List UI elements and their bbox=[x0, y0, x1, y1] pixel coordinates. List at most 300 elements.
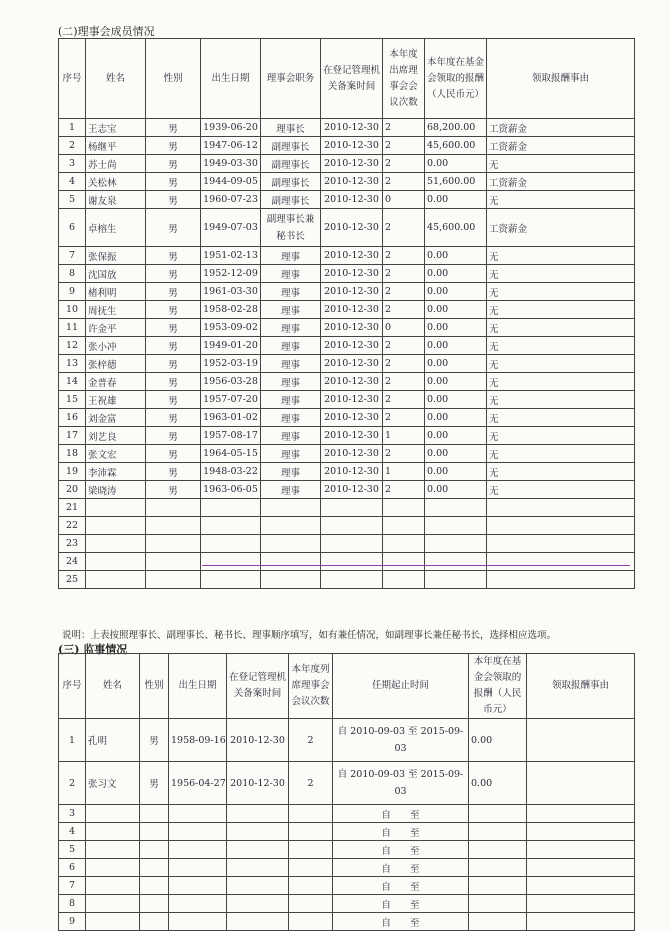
director-cell: 0.00 bbox=[425, 409, 487, 427]
director-cell: 0.00 bbox=[425, 191, 487, 209]
supervisor-cell bbox=[140, 913, 169, 931]
supervisor-cell: 自 2010-09-03 至 2015-09-03 bbox=[333, 762, 469, 805]
table-row bbox=[59, 481, 635, 499]
director-cell: 16 bbox=[59, 409, 86, 427]
director-cell: 男 bbox=[146, 119, 201, 137]
table-row bbox=[59, 805, 635, 823]
director-cell: 23 bbox=[59, 535, 86, 553]
director-cell bbox=[383, 517, 425, 535]
supervisor-cell bbox=[527, 859, 635, 877]
supervisor-cell: 8 bbox=[59, 895, 86, 913]
director-header-cell: 出生日期 bbox=[201, 39, 261, 119]
director-cell: 男 bbox=[146, 191, 201, 209]
director-cell bbox=[261, 499, 321, 517]
supervisor-cell bbox=[86, 823, 140, 841]
director-cell: 工资薪金 bbox=[487, 119, 635, 137]
director-cell: 1952-03-19 bbox=[201, 355, 261, 373]
director-cell: 2010-12-30 bbox=[321, 337, 383, 355]
director-cell: 2010-12-30 bbox=[321, 355, 383, 373]
table-row bbox=[59, 355, 635, 373]
supervisor-cell bbox=[289, 877, 333, 895]
table-row bbox=[59, 119, 635, 137]
director-cell: 无 bbox=[487, 283, 635, 301]
director-cell: 0.00 bbox=[425, 155, 487, 173]
director-cell: 男 bbox=[146, 409, 201, 427]
director-cell: 理事 bbox=[261, 283, 321, 301]
director-cell: 楮利明 bbox=[86, 283, 146, 301]
supervisor-cell bbox=[140, 877, 169, 895]
director-cell: 2010-12-30 bbox=[321, 265, 383, 283]
director-cell: 0.00 bbox=[425, 265, 487, 283]
director-cell: 谢友泉 bbox=[86, 191, 146, 209]
director-cell: 45,600.00 bbox=[425, 209, 487, 247]
supervisor-cell: 男 bbox=[140, 762, 169, 805]
director-cell bbox=[146, 499, 201, 517]
director-cell: 2010-12-30 bbox=[321, 137, 383, 155]
supervisor-cell bbox=[140, 895, 169, 913]
director-cell: 副理事长 bbox=[261, 137, 321, 155]
table-row bbox=[59, 517, 635, 535]
supervisor-cell bbox=[527, 823, 635, 841]
director-cell: 无 bbox=[487, 155, 635, 173]
director-cell: 2010-12-30 bbox=[321, 391, 383, 409]
director-cell: 18 bbox=[59, 445, 86, 463]
director-cell: 工资薪金 bbox=[487, 209, 635, 247]
director-cell bbox=[146, 535, 201, 553]
director-cell: 刘金富 bbox=[86, 409, 146, 427]
supervisor-cell bbox=[289, 823, 333, 841]
director-cell bbox=[425, 517, 487, 535]
director-cell: 关松林 bbox=[86, 173, 146, 191]
director-cell: 2 bbox=[383, 373, 425, 391]
director-cell: 15 bbox=[59, 391, 86, 409]
director-header-cell: 本年度出席理事会会议次数 bbox=[383, 39, 425, 119]
supervisor-cell bbox=[227, 859, 289, 877]
section-title-supervisors: (三) 监事情况 bbox=[58, 643, 128, 656]
director-cell: 理事 bbox=[261, 481, 321, 499]
director-cell: 男 bbox=[146, 355, 201, 373]
director-cell: 理事 bbox=[261, 355, 321, 373]
director-cell: 2 bbox=[383, 391, 425, 409]
supervisor-cell bbox=[227, 877, 289, 895]
director-cell: 21 bbox=[59, 499, 86, 517]
director-cell: 11 bbox=[59, 319, 86, 337]
director-cell: 1964-05-15 bbox=[201, 445, 261, 463]
director-cell: 24 bbox=[59, 553, 86, 571]
director-cell bbox=[261, 517, 321, 535]
supervisor-cell bbox=[140, 823, 169, 841]
director-cell: 1 bbox=[383, 463, 425, 481]
supervisor-cell: 4 bbox=[59, 823, 86, 841]
director-cell: 理事 bbox=[261, 301, 321, 319]
supervisor-header-cell: 序号 bbox=[59, 654, 86, 719]
table-row bbox=[59, 719, 635, 762]
supervisor-cell bbox=[469, 913, 527, 931]
director-cell: 1948-03-22 bbox=[201, 463, 261, 481]
director-cell: 男 bbox=[146, 283, 201, 301]
table-row bbox=[59, 409, 635, 427]
section-title-directors: (二)理事会成员情况 bbox=[58, 25, 155, 38]
director-cell: 2010-12-30 bbox=[321, 283, 383, 301]
supervisor-cell bbox=[86, 841, 140, 859]
director-cell bbox=[86, 535, 146, 553]
director-cell: 13 bbox=[59, 355, 86, 373]
director-cell: 1944-09-05 bbox=[201, 173, 261, 191]
director-cell: 0.00 bbox=[425, 373, 487, 391]
table-row bbox=[59, 373, 635, 391]
supervisor-cell bbox=[289, 913, 333, 931]
table-row bbox=[59, 191, 635, 209]
director-cell: 金普春 bbox=[86, 373, 146, 391]
supervisor-cell bbox=[169, 805, 227, 823]
table-row bbox=[59, 823, 635, 841]
director-cell: 0.00 bbox=[425, 427, 487, 445]
supervisor-cell bbox=[469, 823, 527, 841]
director-cell: 9 bbox=[59, 283, 86, 301]
director-cell: 2 bbox=[383, 173, 425, 191]
supervisor-cell: 6 bbox=[59, 859, 86, 877]
director-cell: 2010-12-30 bbox=[321, 209, 383, 247]
director-cell bbox=[321, 535, 383, 553]
director-cell: 理事 bbox=[261, 409, 321, 427]
supervisor-cell bbox=[469, 805, 527, 823]
director-cell: 男 bbox=[146, 209, 201, 247]
director-cell: 张保振 bbox=[86, 247, 146, 265]
table-row bbox=[59, 319, 635, 337]
director-cell bbox=[487, 517, 635, 535]
director-cell bbox=[425, 571, 487, 589]
director-cell: 2 bbox=[383, 445, 425, 463]
supervisor-cell: 0.00 bbox=[469, 719, 527, 762]
director-cell bbox=[321, 553, 383, 571]
director-cell: 无 bbox=[487, 409, 635, 427]
supervisor-header-cell: 本年度列席理事会会议次数 bbox=[289, 654, 333, 719]
director-cell: 17 bbox=[59, 427, 86, 445]
director-cell: 2010-12-30 bbox=[321, 119, 383, 137]
director-cell: 2010-12-30 bbox=[321, 427, 383, 445]
table-row bbox=[59, 265, 635, 283]
table-row bbox=[59, 247, 635, 265]
director-cell: 张文宏 bbox=[86, 445, 146, 463]
director-cell: 0.00 bbox=[425, 481, 487, 499]
director-cell: 2 bbox=[383, 155, 425, 173]
director-cell: 许金平 bbox=[86, 319, 146, 337]
supervisor-cell bbox=[86, 877, 140, 895]
director-cell: 理事 bbox=[261, 463, 321, 481]
director-cell: 0.00 bbox=[425, 337, 487, 355]
director-cell: 无 bbox=[487, 481, 635, 499]
director-cell: 2010-12-30 bbox=[321, 247, 383, 265]
director-cell: 1949-07-03 bbox=[201, 209, 261, 247]
director-cell bbox=[261, 553, 321, 571]
supervisor-cell bbox=[527, 762, 635, 805]
supervisor-header-row bbox=[59, 654, 635, 719]
supervisor-cell bbox=[169, 823, 227, 841]
director-cell: 周抚生 bbox=[86, 301, 146, 319]
supervisor-cell bbox=[289, 841, 333, 859]
director-cell: 5 bbox=[59, 191, 86, 209]
director-cell: 男 bbox=[146, 427, 201, 445]
supervisor-cell: 2 bbox=[289, 762, 333, 805]
director-cell: 1951-02-13 bbox=[201, 247, 261, 265]
supervisor-cell bbox=[169, 841, 227, 859]
director-cell: 2010-12-30 bbox=[321, 409, 383, 427]
director-cell: 副理事长 bbox=[261, 191, 321, 209]
director-cell: 王志宝 bbox=[86, 119, 146, 137]
director-cell: 1953-09-02 bbox=[201, 319, 261, 337]
director-cell: 无 bbox=[487, 247, 635, 265]
supervisors-table bbox=[58, 653, 635, 931]
director-header-cell: 本年度在基金会领取的报酬（人民币元） bbox=[425, 39, 487, 119]
supervisor-cell bbox=[527, 719, 635, 762]
director-cell: 卓榕生 bbox=[86, 209, 146, 247]
supervisor-cell bbox=[527, 805, 635, 823]
director-cell: 0 bbox=[383, 319, 425, 337]
director-cell bbox=[383, 535, 425, 553]
director-cell: 无 bbox=[487, 337, 635, 355]
director-cell: 1963-01-02 bbox=[201, 409, 261, 427]
supervisor-cell bbox=[289, 805, 333, 823]
director-cell bbox=[487, 571, 635, 589]
supervisor-cell bbox=[527, 877, 635, 895]
director-cell: 副理事长 bbox=[261, 173, 321, 191]
table-row bbox=[59, 895, 635, 913]
director-cell: 51,600.00 bbox=[425, 173, 487, 191]
supervisor-cell bbox=[86, 913, 140, 931]
supervisor-cell: 男 bbox=[140, 719, 169, 762]
director-cell bbox=[261, 571, 321, 589]
supervisor-header-cell: 姓名 bbox=[86, 654, 140, 719]
director-cell: 2 bbox=[383, 209, 425, 247]
director-cell: 副理事长 bbox=[261, 155, 321, 173]
supervisor-cell: 1 bbox=[59, 719, 86, 762]
table-row bbox=[59, 209, 635, 247]
table-row bbox=[59, 391, 635, 409]
table-row bbox=[59, 859, 635, 877]
supervisor-cell bbox=[469, 877, 527, 895]
director-cell: 0.00 bbox=[425, 391, 487, 409]
director-cell: 理事 bbox=[261, 427, 321, 445]
supervisor-cell: 9 bbox=[59, 913, 86, 931]
supervisor-cell: 自 2010-09-03 至 2015-09-03 bbox=[333, 719, 469, 762]
director-cell bbox=[201, 499, 261, 517]
director-cell: 理事 bbox=[261, 265, 321, 283]
supervisor-cell: 自 至 bbox=[333, 913, 469, 931]
supervisor-cell bbox=[140, 841, 169, 859]
director-cell: 2010-12-30 bbox=[321, 319, 383, 337]
supervisor-cell: 0.00 bbox=[469, 762, 527, 805]
director-cell: 理事 bbox=[261, 445, 321, 463]
director-cell bbox=[321, 571, 383, 589]
directors-note: 说明：上表按照理事长、副理事长、秘书长、理事顺序填写，如有兼任情况，如副理事长兼任秘书长，选择相应选项。 bbox=[62, 630, 557, 641]
director-cell: 理事长 bbox=[261, 119, 321, 137]
director-cell bbox=[201, 571, 261, 589]
director-cell: 2 bbox=[383, 283, 425, 301]
supervisor-cell bbox=[169, 913, 227, 931]
director-cell: 无 bbox=[487, 319, 635, 337]
director-cell: 副理事长兼秘书长 bbox=[261, 209, 321, 247]
director-cell: 2 bbox=[383, 119, 425, 137]
table-row bbox=[59, 137, 635, 155]
director-cell: 理事 bbox=[261, 337, 321, 355]
director-cell: 0.00 bbox=[425, 319, 487, 337]
supervisor-cell bbox=[469, 895, 527, 913]
director-cell bbox=[86, 571, 146, 589]
director-cell: 6 bbox=[59, 209, 86, 247]
table-row bbox=[59, 499, 635, 517]
table-row bbox=[59, 155, 635, 173]
director-cell: 2010-12-30 bbox=[321, 373, 383, 391]
supervisor-cell bbox=[86, 859, 140, 877]
table-row bbox=[59, 283, 635, 301]
director-cell: 无 bbox=[487, 191, 635, 209]
supervisor-cell bbox=[140, 805, 169, 823]
director-cell bbox=[383, 571, 425, 589]
table-row bbox=[59, 841, 635, 859]
table-row bbox=[59, 762, 635, 805]
director-cell: 刘艺良 bbox=[86, 427, 146, 445]
director-cell: 杨继平 bbox=[86, 137, 146, 155]
director-cell bbox=[487, 553, 635, 571]
director-cell bbox=[383, 499, 425, 517]
supervisor-cell bbox=[469, 841, 527, 859]
director-cell: 68,200.00 bbox=[425, 119, 487, 137]
director-header-row bbox=[59, 39, 635, 119]
supervisor-cell: 1958-09-16 bbox=[169, 719, 227, 762]
director-header-cell: 姓名 bbox=[86, 39, 146, 119]
supervisor-cell bbox=[227, 913, 289, 931]
director-cell: 1957-08-17 bbox=[201, 427, 261, 445]
director-cell: 3 bbox=[59, 155, 86, 173]
director-cell: 无 bbox=[487, 463, 635, 481]
director-cell: 2010-12-30 bbox=[321, 301, 383, 319]
supervisor-header-cell: 领取报酬事由 bbox=[527, 654, 635, 719]
director-cell: 1958-02-28 bbox=[201, 301, 261, 319]
director-cell: 理事 bbox=[261, 247, 321, 265]
director-cell: 2010-12-30 bbox=[321, 173, 383, 191]
director-cell: 沈国放 bbox=[86, 265, 146, 283]
table-row bbox=[59, 571, 635, 589]
supervisor-cell bbox=[289, 859, 333, 877]
supervisor-cell bbox=[227, 841, 289, 859]
director-header-cell: 领取报酬事由 bbox=[487, 39, 635, 119]
director-cell bbox=[487, 499, 635, 517]
director-cell bbox=[321, 499, 383, 517]
director-cell: 1947-06-12 bbox=[201, 137, 261, 155]
supervisor-cell bbox=[227, 805, 289, 823]
supervisor-header-cell: 性别 bbox=[140, 654, 169, 719]
director-cell: 2 bbox=[59, 137, 86, 155]
director-cell: 7 bbox=[59, 247, 86, 265]
director-cell: 男 bbox=[146, 373, 201, 391]
supervisor-cell: 自 至 bbox=[333, 859, 469, 877]
director-cell bbox=[425, 499, 487, 517]
supervisor-cell bbox=[169, 859, 227, 877]
director-header-cell: 理事会职务 bbox=[261, 39, 321, 119]
supervisor-cell: 自 至 bbox=[333, 841, 469, 859]
director-cell: 0.00 bbox=[425, 283, 487, 301]
director-cell: 无 bbox=[487, 301, 635, 319]
director-cell: 工资薪金 bbox=[487, 173, 635, 191]
director-cell: 10 bbox=[59, 301, 86, 319]
director-cell: 0.00 bbox=[425, 355, 487, 373]
director-cell bbox=[383, 553, 425, 571]
director-cell: 男 bbox=[146, 445, 201, 463]
director-cell: 25 bbox=[59, 571, 86, 589]
supervisor-cell bbox=[169, 895, 227, 913]
director-cell: 男 bbox=[146, 247, 201, 265]
director-cell: 理事 bbox=[261, 391, 321, 409]
director-cell: 2010-12-30 bbox=[321, 191, 383, 209]
table-row bbox=[59, 913, 635, 931]
highlight-line bbox=[202, 565, 630, 566]
supervisor-cell: 自 至 bbox=[333, 823, 469, 841]
director-cell: 无 bbox=[487, 427, 635, 445]
director-cell: 20 bbox=[59, 481, 86, 499]
director-cell bbox=[86, 517, 146, 535]
supervisor-header-cell: 出生日期 bbox=[169, 654, 227, 719]
table-row bbox=[59, 301, 635, 319]
table-row bbox=[59, 463, 635, 481]
supervisor-cell bbox=[86, 895, 140, 913]
supervisor-cell: 2010-12-30 bbox=[227, 719, 289, 762]
supervisor-cell bbox=[169, 877, 227, 895]
supervisor-header-cell: 在登记管理机关备案时间 bbox=[227, 654, 289, 719]
director-cell: 1957-07-20 bbox=[201, 391, 261, 409]
table-row bbox=[59, 173, 635, 191]
supervisor-cell bbox=[469, 859, 527, 877]
director-cell: 22 bbox=[59, 517, 86, 535]
director-cell: 2 bbox=[383, 247, 425, 265]
director-cell: 1961-03-30 bbox=[201, 283, 261, 301]
director-cell: 无 bbox=[487, 391, 635, 409]
director-cell: 无 bbox=[487, 445, 635, 463]
director-cell: 0.00 bbox=[425, 463, 487, 481]
director-cell bbox=[86, 553, 146, 571]
director-cell: 理事 bbox=[261, 319, 321, 337]
director-cell: 1939-06-20 bbox=[201, 119, 261, 137]
supervisor-header-cell: 本年度在基金会领取的报酬（人民币元） bbox=[469, 654, 527, 719]
director-cell: 1956-03-28 bbox=[201, 373, 261, 391]
director-cell: 男 bbox=[146, 391, 201, 409]
director-cell: 2010-12-30 bbox=[321, 445, 383, 463]
director-header-cell: 序号 bbox=[59, 39, 86, 119]
director-header-cell: 在登记管理机关备案时间 bbox=[321, 39, 383, 119]
director-cell: 2 bbox=[383, 265, 425, 283]
director-cell: 1949-03-30 bbox=[201, 155, 261, 173]
supervisor-header-cell: 任期起止时间 bbox=[333, 654, 469, 719]
director-cell: 8 bbox=[59, 265, 86, 283]
director-cell bbox=[261, 535, 321, 553]
director-cell: 0.00 bbox=[425, 247, 487, 265]
table-row bbox=[59, 337, 635, 355]
director-cell: 无 bbox=[487, 265, 635, 283]
supervisor-cell: 3 bbox=[59, 805, 86, 823]
director-cell: 2 bbox=[383, 481, 425, 499]
director-cell: 工资薪金 bbox=[487, 137, 635, 155]
supervisor-cell: 孔明 bbox=[86, 719, 140, 762]
director-cell: 李沛霖 bbox=[86, 463, 146, 481]
supervisor-cell: 张习文 bbox=[86, 762, 140, 805]
director-cell: 19 bbox=[59, 463, 86, 481]
director-cell: 1963-06-05 bbox=[201, 481, 261, 499]
supervisor-cell: 1956-04-27 bbox=[169, 762, 227, 805]
supervisor-cell bbox=[527, 895, 635, 913]
director-cell bbox=[146, 571, 201, 589]
director-cell: 1 bbox=[59, 119, 86, 137]
table-row bbox=[59, 553, 635, 571]
director-cell: 男 bbox=[146, 481, 201, 499]
